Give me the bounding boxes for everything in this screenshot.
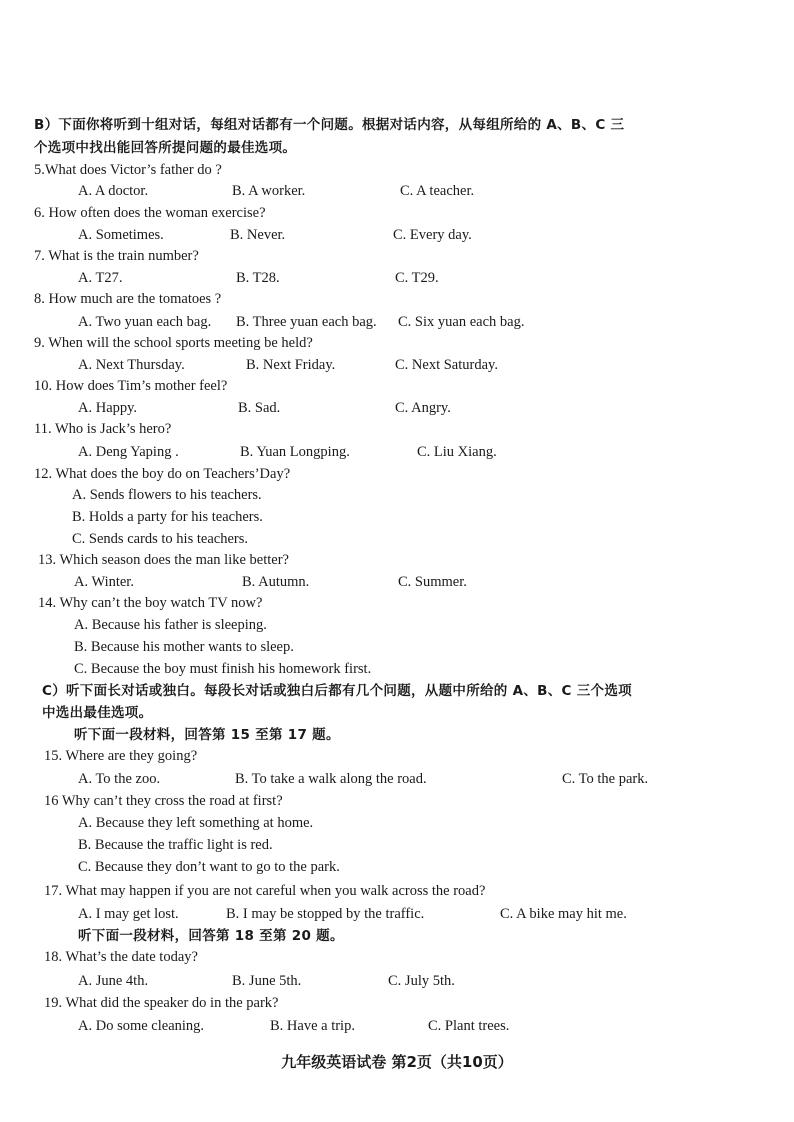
option-17c: C. A bike may hit me.: [500, 906, 627, 922]
option-14b: B. Because his mother wants to sleep.: [74, 639, 294, 655]
question-15: 15. Where are they going?: [44, 748, 198, 764]
option-11b: B. Yuan Longping.: [240, 444, 350, 460]
option-16a: A. Because they left something at home.: [78, 815, 314, 831]
option-15b: B. To take a walk along the road.: [235, 771, 427, 787]
question-14: 14. Why can’t the boy watch TV now?: [38, 595, 263, 611]
option-12c: C. Sends cards to his teachers.: [72, 531, 248, 547]
option-14a: A. Because his father is sleeping.: [74, 617, 267, 633]
option-17a: A. I may get lost.: [78, 906, 179, 922]
question-19: 19. What did the speaker do in the park?: [44, 995, 279, 1011]
option-8b: B. Three yuan each bag.: [236, 314, 377, 330]
option-6a: A. Sometimes.: [78, 227, 164, 243]
option-8a: A. Two yuan each bag.: [78, 314, 212, 330]
option-8c: C. Six yuan each bag.: [398, 314, 525, 330]
question-5: 5.What does Victor’s father do ?: [34, 162, 222, 178]
question-10: 10. How does Tim’s mother feel?: [34, 378, 228, 394]
question-18: 18. What’s the date today?: [44, 949, 198, 965]
question-7: 7. What is the train number?: [34, 248, 199, 264]
question-8: 8. How much are the tomatoes ?: [34, 291, 222, 307]
question-12: 12. What does the boy do on Teachers’Day?: [34, 466, 291, 482]
section-c-intro-line1: C）听下面长对话或独白。每段长对话或独白后都有几个问题，从题中所给的 A、B、C 三个选项: [42, 683, 632, 699]
option-18c: C. July 5th.: [388, 973, 455, 989]
material-note-1: 听下面一段材料，回答第 15 至第 17 题。: [74, 727, 340, 743]
option-19a: A. Do some cleaning.: [78, 1018, 205, 1034]
question-17: 17. What may happen if you are not careful when you walk across the road?: [44, 883, 486, 899]
option-13a: A. Winter.: [74, 574, 134, 590]
section-b-intro-line1: B）下面你将听到十组对话，每组对话都有一个问题。根据对话内容，从每组所给的 A、B、C 三: [34, 117, 625, 133]
option-7c: C. T29.: [395, 270, 439, 286]
question-6: 6. How often does the woman exercise?: [34, 205, 266, 221]
question-16: 16 Why can’t they cross the road at first?: [44, 793, 283, 809]
option-5b: B. A worker.: [232, 183, 306, 199]
question-13: 13. Which season does the man like better?: [38, 552, 289, 568]
option-12b: B. Holds a party for his teachers.: [72, 509, 263, 525]
option-16b: B. Because the traffic light is red.: [78, 837, 273, 853]
option-10c: C. Angry.: [395, 400, 451, 416]
option-18b: B. June 5th.: [232, 973, 302, 989]
question-11: 11. Who is Jack’s hero?: [34, 421, 172, 437]
option-7b: B. T28.: [236, 270, 280, 286]
option-14c: C. Because the boy must finish his homework first.: [74, 661, 372, 677]
option-9b: B. Next Friday.: [246, 357, 336, 373]
section-c-intro-line2: 中选出最佳选项。: [42, 705, 153, 721]
material-note-2: 听下面一段材料，回答第 18 至第 20 题。: [78, 928, 344, 944]
option-10a: A. Happy.: [78, 400, 138, 416]
option-13b: B. Autumn.: [242, 574, 310, 590]
option-6b: B. Never.: [230, 227, 286, 243]
option-5a: A. A doctor.: [78, 183, 149, 199]
option-15c: C. To the park.: [562, 771, 649, 787]
option-16c: C. Because they don’t want to go to the park.: [78, 859, 340, 875]
option-7a: A. T27.: [78, 270, 123, 286]
option-9a: A. Next Thursday.: [78, 357, 185, 373]
option-19c: C. Plant trees.: [428, 1018, 510, 1034]
option-11a: A. Deng Yaping .: [78, 444, 179, 460]
option-18a: A. June 4th.: [78, 973, 149, 989]
option-5c: C. A teacher.: [400, 183, 475, 199]
page-footer: 九年级英语试卷 第2页（共10页）: [281, 1053, 513, 1071]
option-6c: C. Every day.: [393, 227, 472, 243]
option-15a: A. To the zoo.: [78, 771, 161, 787]
option-19b: B. Have a trip.: [270, 1018, 355, 1034]
question-9: 9. When will the school sports meeting be held?: [34, 335, 313, 351]
option-11c: C. Liu Xiang.: [417, 444, 497, 460]
option-17b: B. I may be stopped by the traffic.: [226, 906, 425, 922]
option-12a: A. Sends flowers to his teachers.: [72, 487, 262, 503]
option-13c: C. Summer.: [398, 574, 467, 590]
option-10b: B. Sad.: [238, 400, 281, 416]
section-b-intro-line2: 个选项中找出能回答所提问题的最佳选项。: [34, 140, 297, 156]
option-9c: C. Next Saturday.: [395, 357, 498, 373]
